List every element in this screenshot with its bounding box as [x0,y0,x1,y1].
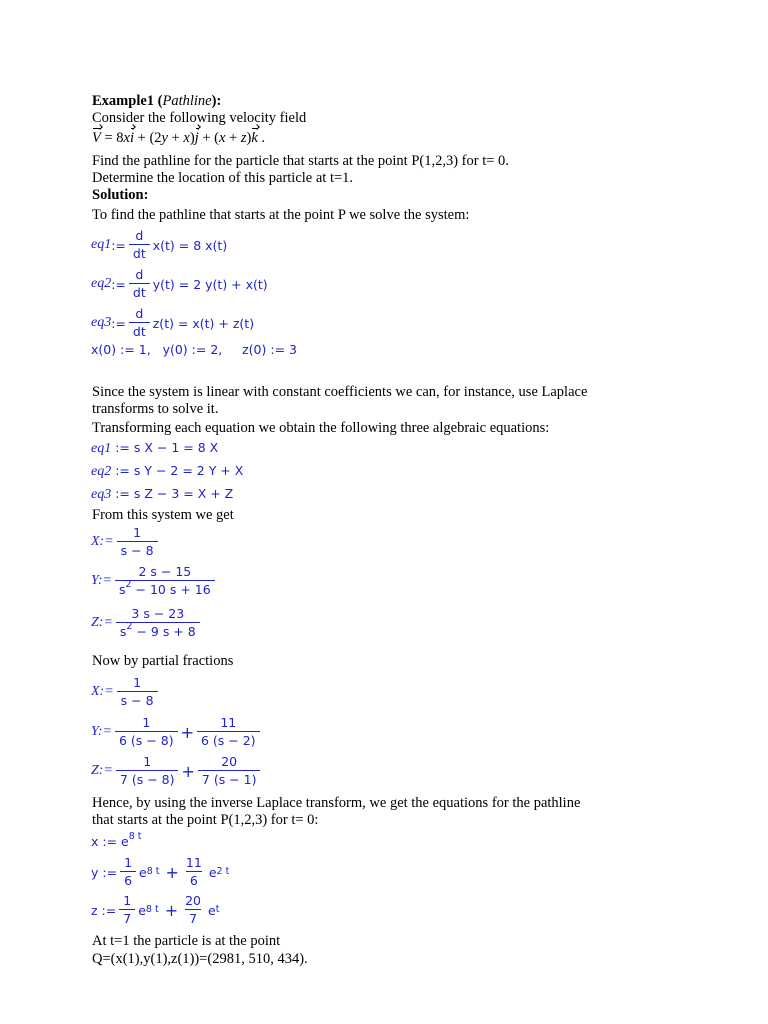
task-line-1: Find the pathline for the particle that starts at the point P(1,2,3) for t= 0. [92,153,509,169]
partial-y: Y:= $\frac{1}{6 (s - 8)}$ + $\frac{11}{6 (s - 2)}$ [91,716,263,748]
example-heading [92,93,221,110]
derivative-fraction: $\frac{d}{dt}$ [129,229,150,261]
solution-z: Z:= $\frac{3 s - 23}{s^2 - 9 s + 8}$ [91,607,203,639]
vector-v: V [92,130,101,146]
alg-eq1: eq1 := s X − 1 = 8 X [91,440,219,456]
conclusion-line-2: Q=(x(1),y(1),z(1))=(2981, 510, 434). [92,951,308,967]
ode-eq2: eq2 := $\frac{d}{dt}$ y(t) = 2 y(t) + x(t) [91,267,268,300]
heading-topic: Pathline [162,93,212,109]
ode-eq1: eq1 := $\frac{d}{dt}$ x(t) = 8 x(t) [91,228,228,261]
unit-vector-k: k [251,130,258,146]
solve-line: To find the pathline that starts at the point P we solve the system: [92,207,470,223]
partial-z: Z:= $\frac{1}{7 (s - 8)}$ + $\frac{20}{7 (s - 1)}$ [91,755,263,787]
heading-label: Example1 ( [92,93,163,109]
alg-eq3: eq3 := s Z − 3 = X + Z [91,486,234,502]
solution-label: Solution: [92,187,149,203]
transform-line: Transforming each equation we obtain the following three algebraic equations: [92,420,550,436]
laplace-line-1: Since the system is linear with constant coefficients we can, for instance, use Laplace [92,384,588,400]
partial-fractions-label: Now by partial fractions [92,653,234,669]
from-system-text: From this system we get [92,507,234,523]
conclusion-line-1: At t=1 the particle is at the point [92,933,281,949]
solution-x: X:= $\frac{1}{s - 8}$ [91,526,161,558]
pathline-x: x := $e^{8 t}$ [91,831,142,849]
pathline-y: y := $\frac{1}{6}$ e 8 t + $\frac{11}{6}$ e 2 t [91,855,230,888]
ode-eq3: eq3 := $\frac{d}{dt}$ z(t) = x(t) + z(t) [91,306,255,339]
derivative-fraction: $\frac{d}{dt}$ [129,307,150,339]
solution-y: Y:= $\frac{2 s - 15}{s^2 - 10 s + 16}$ [91,565,218,597]
laplace-line-2: transforms to solve it. [92,401,219,417]
pathline-z: z := $\frac{1}{7}$ e 8 t + $\frac{20}{7}$ e t [91,893,220,926]
velocity-field-equation: V = 8xi + (2y + x)j + (x + z)k . [92,130,266,146]
inverse-line-2: that starts at the point P(1,2,3) for t= 0: [92,812,319,828]
alg-eq2: eq2 := s Y − 2 = 2 Y + X [91,463,244,479]
unit-vector-i: i [129,130,135,146]
partial-x: X:= $\frac{1}{s - 8}$ [91,676,161,708]
heading-end: ): [211,93,222,109]
unit-vector-j: j [194,130,199,146]
initial-conditions: x(0) := 1, y(0) := 2, z(0) := 3 [91,342,297,357]
inverse-line-1: Hence, by using the inverse Laplace transform, we get the equations for the pathline [92,795,581,811]
task-line-2: Determine the location of this particle at t=1. [92,170,354,186]
derivative-fraction: $\frac{d}{dt}$ [129,268,150,300]
intro-text: Consider the following velocity field [92,110,307,126]
